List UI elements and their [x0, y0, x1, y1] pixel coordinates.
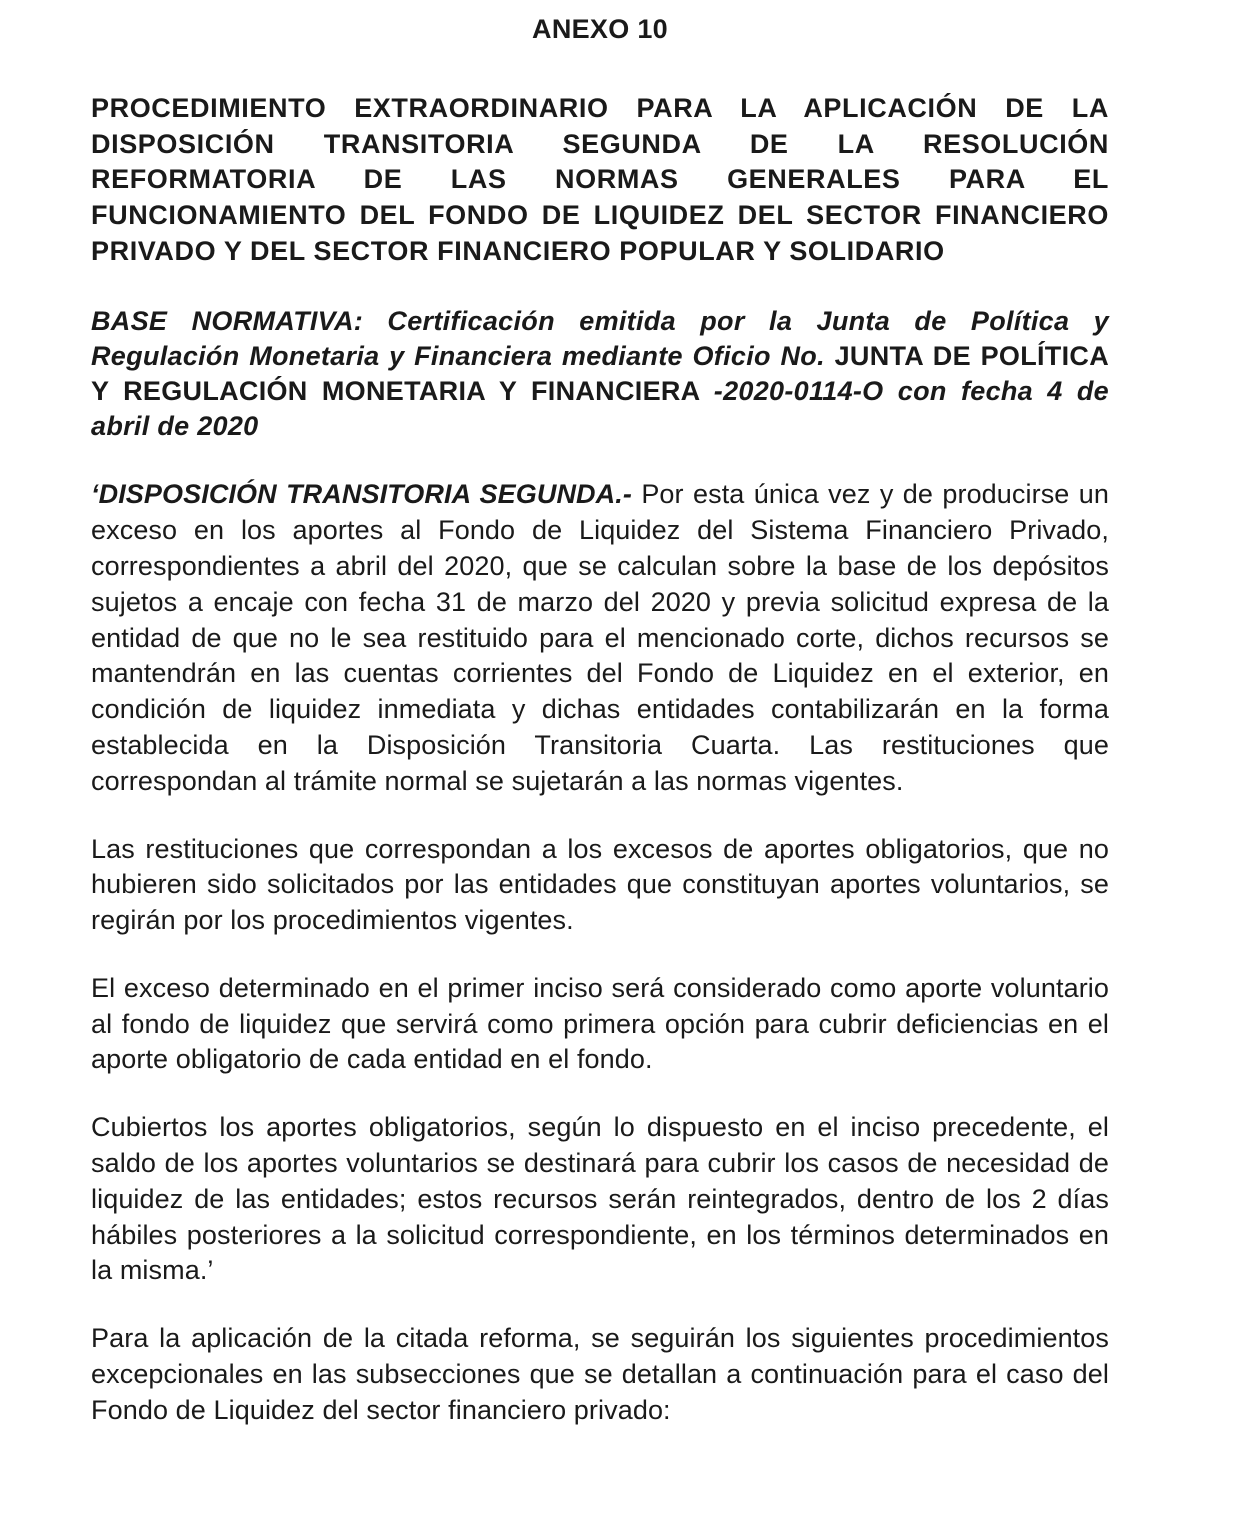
paragraph-exceso: El exceso determinado en el primer inciso será considerado como aporte voluntario al fondo de liquidez que servirá como primera opción para cubrir deficiencias en el aporte obligatorio de cada entidad en el fondo. — [91, 972, 1109, 1075]
annex-title: ANEXO 10 — [532, 14, 668, 44]
paragraph-text: Por esta única vez y de producirse un exceso en los aportes al Fondo de Liquidez del Sistema Financiero Privado, correspondientes a abril del 2020, que se calculan sobre la base de los depósitos sujetos a encaje con fecha 31 de marzo del 2020 y previa solicitud expresa de la entidad de que no le sea restituido para el mencionado corte, dichos recursos se mantendrán en las cuentas corrientes del Fondo de Liquidez en el exterior, en condición de liquidez inmediata y dichas entidades contabilizarán en la forma establecida en la Disposición Transitoria Cuarta. Las restituciones que correspondan al trámite normal se sujetarán a las normas vigentes. — [91, 479, 1110, 796]
document-title: PROCEDIMIENTO EXTRAORDINARIO PARA LA APLICACIÓN DE LA DISPOSICIÓN TRANSITORIA SEGUNDA DE LA RESOLUCIÓN REFORMATORIA DE LAS NORMAS GENERALES PARA EL FUNCIONAMIENTO DEL FONDO DE LIQUIDEZ DEL SECTOR FINANCIERO PRIVADO Y DEL SECTOR FINANCIERO POPULAR Y SOLIDARIO — [91, 93, 1109, 266]
base-normativa-text-1: BASE NORMATIVA: Certificación emitida por la Junta de Política y Regulación Monetaria y Financiera mediante Oficio No. — [91, 305, 1109, 371]
paragraph-aplicacion: Para la aplicación de la citada reforma, se seguirán los siguientes procedimientos excepcionales en las subsecciones que se detallan a continuación para el caso del Fondo de Liquidez del sector financiero privado: — [91, 1323, 1109, 1425]
base-normativa-text-3: -2020-0114-O con fecha 4 de abril de 2020 — [91, 375, 1109, 442]
base-normativa-text-2: JUNTA DE POLÍTICA Y REGULACIÓN MONETARIA Y FINANCIERA — [91, 340, 1109, 406]
paragraph-transitoria — [91, 477, 1109, 799]
paragraph-cubiertos: Cubiertos los aportes obligatorios, según lo dispuesto en el inciso precedente, el saldo de los aportes voluntarios se destinará para cubrir los casos de necesidad de liquidez de las entidades; estos recursos serán reintegrados, dentro de los 2 días hábiles posteriores a la solicitud correspondiente, en los términos determinados en la misma.’ — [91, 1112, 1109, 1286]
paragraph-lead: ‘DISPOSICIÓN TRANSITORIA SEGUNDA.- — [91, 479, 632, 510]
document-page — [91, 0, 1109, 1429]
paragraph-restituciones: Las restituciones que correspondan a los excesos de aportes obligatorios, que no hubieren sido solicitados por las entidades que constituyan aportes voluntarios, se regirán por los procedimientos vigentes. — [91, 833, 1109, 936]
base-normativa — [91, 304, 1109, 445]
